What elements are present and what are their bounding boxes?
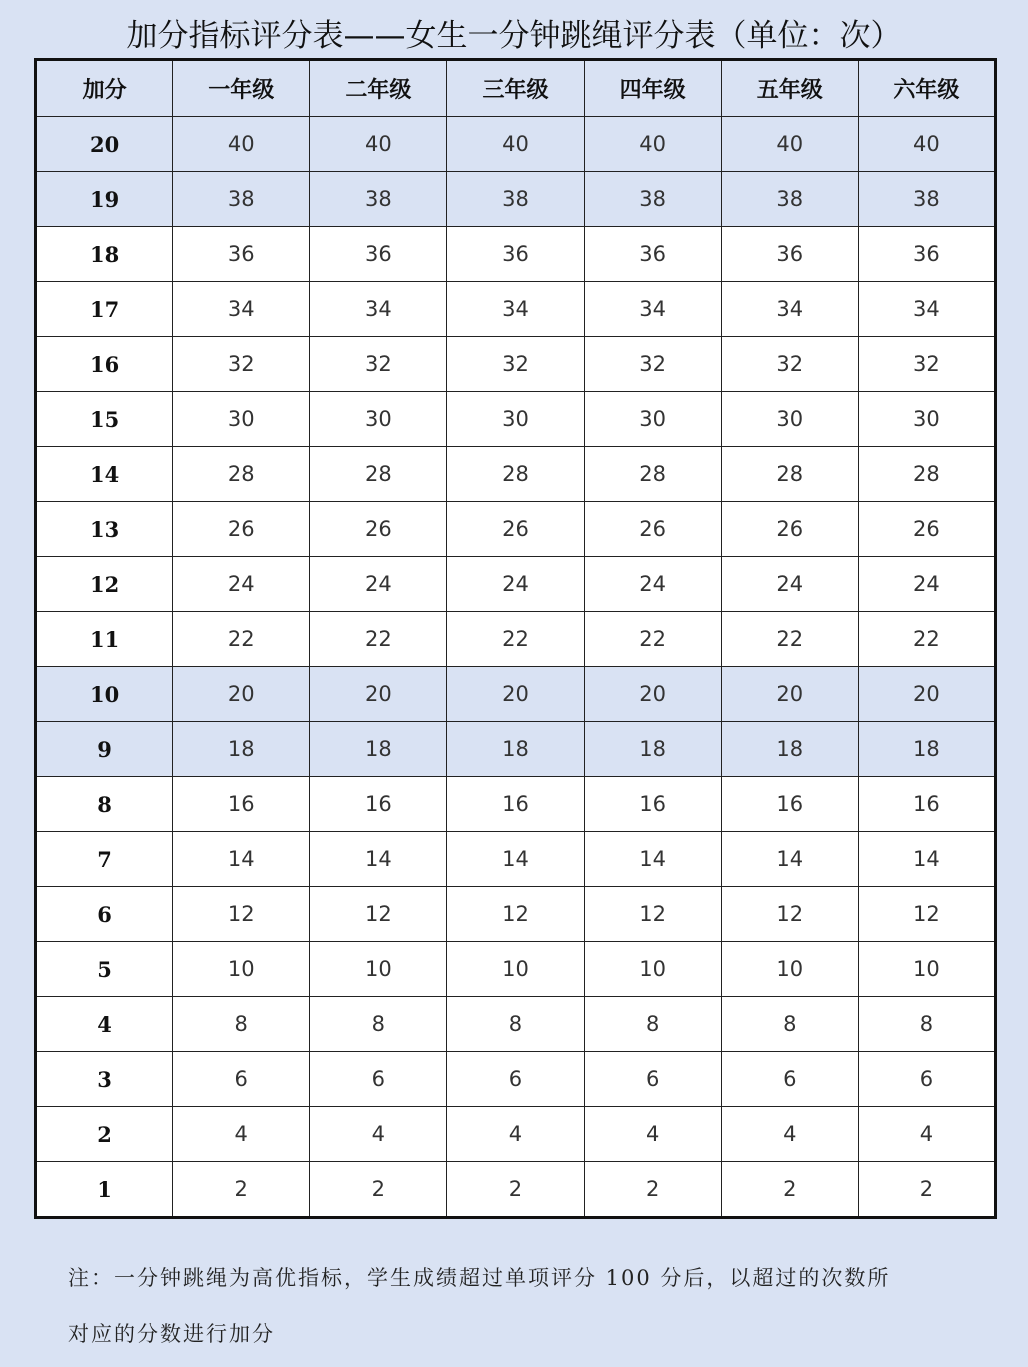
- count-cell: 18: [858, 722, 995, 777]
- count-cell: 16: [721, 777, 858, 832]
- count-cell: 36: [310, 227, 447, 282]
- count-cell: 30: [721, 392, 858, 447]
- page-title: 加分指标评分表——女生一分钟跳绳评分表（单位：次）: [126, 18, 902, 54]
- count-cell: 16: [447, 777, 584, 832]
- table-row: [36, 612, 996, 667]
- table-row: [36, 997, 996, 1052]
- count-cell: 30: [858, 392, 995, 447]
- count-cell: 32: [447, 337, 584, 392]
- table-row: [36, 667, 996, 722]
- points-cell: 5: [36, 942, 173, 997]
- count-cell: 40: [721, 117, 858, 172]
- count-cell: 12: [173, 887, 310, 942]
- count-cell: 4: [584, 1107, 721, 1162]
- header-grade-6: 六年级: [858, 60, 995, 117]
- points-cell: 19: [36, 172, 173, 227]
- count-cell: 36: [721, 227, 858, 282]
- count-cell: 28: [584, 447, 721, 502]
- table-row: [36, 172, 996, 227]
- count-cell: 10: [858, 942, 995, 997]
- count-cell: 6: [721, 1052, 858, 1107]
- count-cell: 4: [447, 1107, 584, 1162]
- count-cell: 28: [173, 447, 310, 502]
- count-cell: 12: [858, 887, 995, 942]
- points-cell: 7: [36, 832, 173, 887]
- count-cell: 26: [858, 502, 995, 557]
- count-cell: 14: [447, 832, 584, 887]
- points-cell: 18: [36, 227, 173, 282]
- count-cell: 34: [858, 282, 995, 337]
- count-cell: 10: [721, 942, 858, 997]
- points-cell: 4: [36, 997, 173, 1052]
- count-cell: 10: [584, 942, 721, 997]
- count-cell: 38: [310, 172, 447, 227]
- count-cell: 26: [584, 502, 721, 557]
- count-cell: 32: [721, 337, 858, 392]
- count-cell: 12: [310, 887, 447, 942]
- table-row: [36, 502, 996, 557]
- count-cell: 8: [447, 997, 584, 1052]
- count-cell: 14: [721, 832, 858, 887]
- count-cell: 22: [310, 612, 447, 667]
- count-cell: 22: [173, 612, 310, 667]
- count-cell: 6: [584, 1052, 721, 1107]
- points-cell: 20: [36, 117, 173, 172]
- count-cell: 28: [447, 447, 584, 502]
- points-cell: 11: [36, 612, 173, 667]
- count-cell: 14: [584, 832, 721, 887]
- points-cell: 9: [36, 722, 173, 777]
- table-row: [36, 887, 996, 942]
- count-cell: 4: [721, 1107, 858, 1162]
- count-cell: 8: [858, 997, 995, 1052]
- count-cell: 40: [584, 117, 721, 172]
- count-cell: 34: [447, 282, 584, 337]
- count-cell: 22: [447, 612, 584, 667]
- count-cell: 26: [310, 502, 447, 557]
- count-cell: 8: [310, 997, 447, 1052]
- points-cell: 8: [36, 777, 173, 832]
- count-cell: 34: [173, 282, 310, 337]
- table-row: [36, 557, 996, 612]
- points-cell: 13: [36, 502, 173, 557]
- footnote: [68, 1250, 968, 1362]
- table-row: [36, 227, 996, 282]
- count-cell: 6: [173, 1052, 310, 1107]
- count-cell: 16: [310, 777, 447, 832]
- count-cell: 24: [721, 557, 858, 612]
- count-cell: 38: [721, 172, 858, 227]
- count-cell: 2: [584, 1162, 721, 1218]
- header-points: 加分: [36, 60, 173, 117]
- score-table: [34, 58, 997, 1219]
- count-cell: 28: [858, 447, 995, 502]
- table-header: [36, 60, 996, 117]
- table-body: [36, 117, 996, 1218]
- count-cell: 2: [173, 1162, 310, 1218]
- count-cell: 10: [310, 942, 447, 997]
- count-cell: 40: [858, 117, 995, 172]
- header-grade-2: 二年级: [310, 60, 447, 117]
- table-row: [36, 447, 996, 502]
- count-cell: 34: [584, 282, 721, 337]
- count-cell: 4: [858, 1107, 995, 1162]
- table-row: [36, 722, 996, 777]
- count-cell: 14: [858, 832, 995, 887]
- count-cell: 20: [310, 667, 447, 722]
- count-cell: 38: [447, 172, 584, 227]
- count-cell: 22: [721, 612, 858, 667]
- count-cell: 32: [173, 337, 310, 392]
- table-row: [36, 832, 996, 887]
- count-cell: 2: [721, 1162, 858, 1218]
- count-cell: 6: [310, 1052, 447, 1107]
- count-cell: 12: [584, 887, 721, 942]
- count-cell: 16: [858, 777, 995, 832]
- count-cell: 16: [173, 777, 310, 832]
- header-grade-1: 一年级: [173, 60, 310, 117]
- count-cell: 6: [447, 1052, 584, 1107]
- table-row: [36, 1107, 996, 1162]
- count-cell: 12: [721, 887, 858, 942]
- count-cell: 24: [447, 557, 584, 612]
- points-cell: 15: [36, 392, 173, 447]
- points-cell: 2: [36, 1107, 173, 1162]
- count-cell: 24: [310, 557, 447, 612]
- count-cell: 32: [584, 337, 721, 392]
- count-cell: 20: [858, 667, 995, 722]
- count-cell: 30: [173, 392, 310, 447]
- count-cell: 6: [858, 1052, 995, 1107]
- points-cell: 17: [36, 282, 173, 337]
- count-cell: 14: [310, 832, 447, 887]
- count-cell: 8: [173, 997, 310, 1052]
- table-row: [36, 777, 996, 832]
- count-cell: 18: [310, 722, 447, 777]
- count-cell: 2: [858, 1162, 995, 1218]
- table-row: [36, 1052, 996, 1107]
- count-cell: 4: [310, 1107, 447, 1162]
- count-cell: 32: [858, 337, 995, 392]
- count-cell: 14: [173, 832, 310, 887]
- table-row: [36, 337, 996, 392]
- footnote-line-1: 注：一分钟跳绳为高优指标，学生成绩超过单项评分 100 分后，以超过的次数所: [68, 1266, 891, 1290]
- points-cell: 16: [36, 337, 173, 392]
- count-cell: 24: [173, 557, 310, 612]
- count-cell: 20: [721, 667, 858, 722]
- count-cell: 38: [858, 172, 995, 227]
- count-cell: 34: [310, 282, 447, 337]
- count-cell: 30: [447, 392, 584, 447]
- count-cell: 12: [447, 887, 584, 942]
- count-cell: 34: [721, 282, 858, 337]
- count-cell: 22: [584, 612, 721, 667]
- count-cell: 20: [584, 667, 721, 722]
- count-cell: 32: [310, 337, 447, 392]
- count-cell: 40: [310, 117, 447, 172]
- points-cell: 14: [36, 447, 173, 502]
- points-cell: 1: [36, 1162, 173, 1218]
- count-cell: 18: [173, 722, 310, 777]
- count-cell: 36: [173, 227, 310, 282]
- table-row: [36, 942, 996, 997]
- count-cell: 24: [858, 557, 995, 612]
- count-cell: 28: [310, 447, 447, 502]
- count-cell: 10: [447, 942, 584, 997]
- count-cell: 26: [173, 502, 310, 557]
- header-grade-4: 四年级: [584, 60, 721, 117]
- count-cell: 40: [173, 117, 310, 172]
- count-cell: 22: [858, 612, 995, 667]
- points-cell: 6: [36, 887, 173, 942]
- count-cell: 8: [721, 997, 858, 1052]
- points-cell: 12: [36, 557, 173, 612]
- header-grade-5: 五年级: [721, 60, 858, 117]
- count-cell: 26: [721, 502, 858, 557]
- count-cell: 18: [584, 722, 721, 777]
- count-cell: 2: [447, 1162, 584, 1218]
- points-cell: 3: [36, 1052, 173, 1107]
- count-cell: 16: [584, 777, 721, 832]
- count-cell: 24: [584, 557, 721, 612]
- count-cell: 2: [310, 1162, 447, 1218]
- count-cell: 36: [584, 227, 721, 282]
- table-row: [36, 117, 996, 172]
- table-row: [36, 392, 996, 447]
- table-row: [36, 1162, 996, 1218]
- count-cell: 36: [447, 227, 584, 282]
- points-cell: 10: [36, 667, 173, 722]
- count-cell: 18: [721, 722, 858, 777]
- count-cell: 40: [447, 117, 584, 172]
- count-cell: 26: [447, 502, 584, 557]
- count-cell: 38: [173, 172, 310, 227]
- count-cell: 20: [173, 667, 310, 722]
- header-grade-3: 三年级: [447, 60, 584, 117]
- count-cell: 30: [310, 392, 447, 447]
- count-cell: 36: [858, 227, 995, 282]
- count-cell: 38: [584, 172, 721, 227]
- count-cell: 18: [447, 722, 584, 777]
- header-row: [36, 60, 996, 117]
- table-row: [36, 282, 996, 337]
- count-cell: 28: [721, 447, 858, 502]
- count-cell: 4: [173, 1107, 310, 1162]
- count-cell: 20: [447, 667, 584, 722]
- count-cell: 8: [584, 997, 721, 1052]
- footnote-line-2: 对应的分数进行加分: [68, 1322, 275, 1346]
- count-cell: 30: [584, 392, 721, 447]
- count-cell: 10: [173, 942, 310, 997]
